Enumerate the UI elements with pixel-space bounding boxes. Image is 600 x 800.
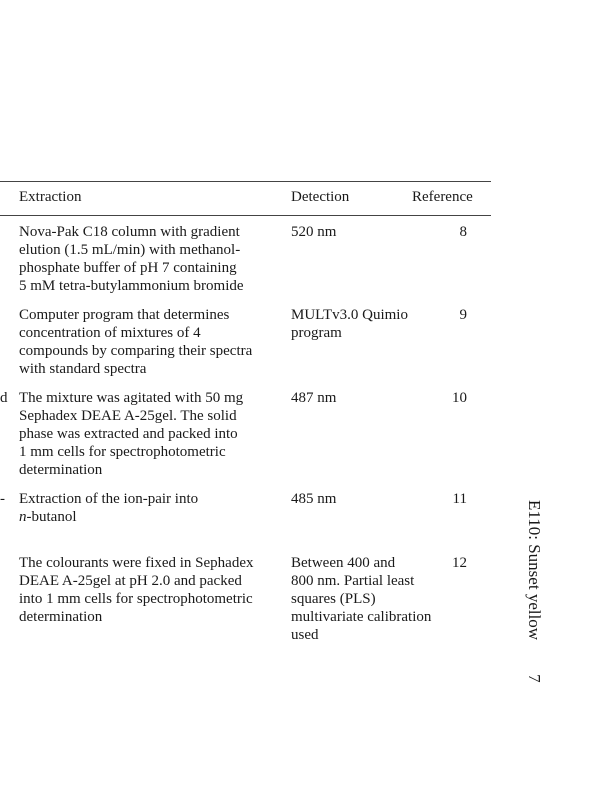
extraction-line: with standard spectra <box>19 361 147 377</box>
detection-line: 800 nm. Partial least <box>291 573 415 589</box>
extraction-line: into 1 mm cells for spectrophotometric <box>19 591 253 607</box>
table-header-rule <box>0 215 491 216</box>
detection-line: 485 nm <box>291 491 337 507</box>
extraction-line: concentration of mixtures of 4 <box>19 325 201 341</box>
italic-prefix: n <box>19 509 27 525</box>
row-stub-fragment: d <box>0 390 8 406</box>
extraction-line <box>19 508 284 526</box>
detection-line: squares (PLS) <box>291 591 376 607</box>
extraction-line: phase was extracted and packed into <box>19 426 238 442</box>
header-detection: Detection <box>291 189 350 205</box>
detection-line: MULTv3.0 Quimio <box>291 307 408 323</box>
reference-cell: 9 <box>459 307 467 323</box>
detection-line: 487 nm <box>291 390 337 406</box>
reference-cell: 10 <box>452 390 467 406</box>
extraction-line: Computer program that determines <box>19 307 230 323</box>
extraction-cell <box>19 389 284 479</box>
reference-cell: 8 <box>459 224 467 240</box>
extraction-line: Sephadex DEAE A-25gel. The solid <box>19 408 237 424</box>
row-stub-fragment: - <box>0 491 5 507</box>
table-top-rule <box>0 181 491 182</box>
extraction-line: DEAE A-25gel at pH 2.0 and packed <box>19 573 242 589</box>
extraction-cell <box>19 554 284 626</box>
extraction-cell <box>19 223 284 295</box>
extraction-line: Nova-Pak C18 column with gradient <box>19 224 240 240</box>
page-number: 7 <box>525 674 544 683</box>
header-extraction: Extraction <box>19 189 82 205</box>
extraction-line: The colourants were fixed in Sephadex <box>19 555 254 571</box>
extraction-line-rest: -butanol <box>26 509 77 525</box>
header-reference: Reference <box>412 189 473 205</box>
running-header <box>524 500 544 790</box>
detection-line: 520 nm <box>291 224 337 240</box>
running-header-title: E110: Sunset yellow <box>525 500 544 641</box>
extraction-cell <box>19 306 284 378</box>
extraction-line: phosphate buffer of pH 7 containing <box>19 260 237 276</box>
extraction-line: determination <box>19 462 103 478</box>
extraction-line: compounds by comparing their spectra <box>19 343 253 359</box>
reference-cell: 11 <box>452 491 467 507</box>
extraction-line: 1 mm cells for spectrophotometric <box>19 444 226 460</box>
extraction-line: 5 mM tetra-butylammonium bromide <box>19 278 244 294</box>
detection-line: Between 400 and <box>291 555 396 571</box>
detection-line: used <box>291 627 319 643</box>
extraction-line: elution (1.5 mL/min) with methanol- <box>19 242 241 258</box>
extraction-line: The mixture was agitated with 50 mg <box>19 390 244 406</box>
extraction-line: Extraction of the ion-pair into <box>19 491 199 507</box>
reference-cell: 12 <box>452 555 467 571</box>
detection-line: program <box>291 325 342 341</box>
detection-line: multivariate calibration <box>291 609 432 625</box>
extraction-line: determination <box>19 609 103 625</box>
extraction-cell <box>19 490 284 526</box>
